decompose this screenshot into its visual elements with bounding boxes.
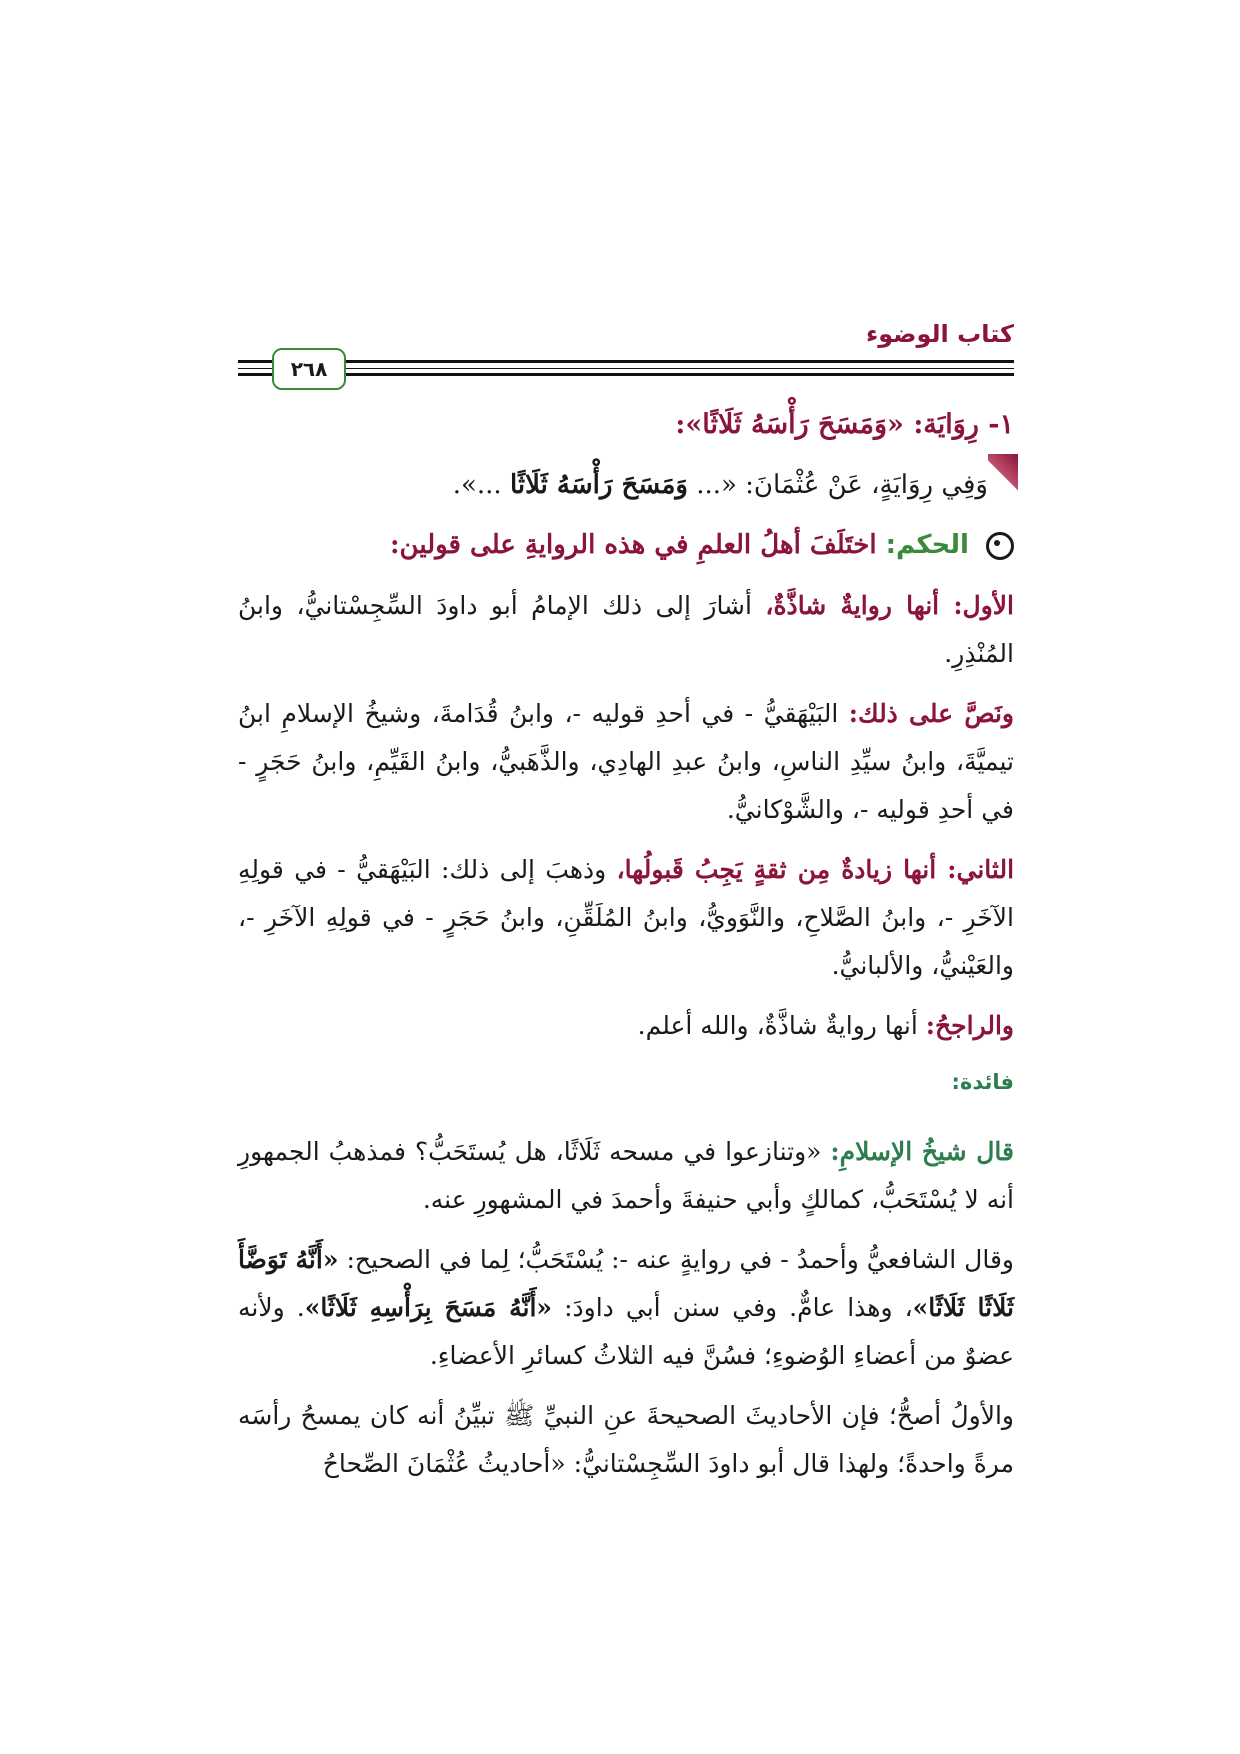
- book-title: كتاب الوضوء: [865, 320, 1014, 348]
- paragraph-awwal: والأولُ أصحُّ؛ فإن الأحاديثَ الصحيحةَ عنِ النبيِّ ﷺ تبيِّنُ أنه كان يمسحُ رأسَه مرةً واحدةً؛ ولهذا قال أبو داودَ السِّجِسْتانيُّ: «أحاديثُ عُثْمَانَ الصِّحاحُ: [238, 1401, 1014, 1478]
- page-number-frame: [272, 348, 346, 390]
- faida-label: فائدة:: [951, 1070, 1014, 1094]
- header-rule: [238, 360, 1014, 363]
- page-header: [238, 318, 1014, 390]
- page-number: ٢٦٨: [290, 357, 328, 381]
- paragraph-shafii: وقال الشافعيُّ وأحمدُ - في روايةٍ عنه -: يُسْتَحَبُّ؛ لِما في الصحيح: «أَنَّهُ تَوَضَّأَ ثَلَاثًا ثَلَاثًا»، وهذا عامٌّ. وفي سنن أبي داودَ: «أَنَّهُ مَسَحَ بِرَأْسِهِ ثَلَاثًا». ولأنه عضوٌ من أعضاءِ الوُضوءِ؛ فسُنَّ فيه الثلاثُ كسائرِ الأعضاءِ.: [238, 1245, 1014, 1370]
- flower-ornament-icon: [986, 532, 1014, 560]
- paragraph-nass: ونَصَّ على ذلك: البَيْهَقيُّ - في أحدِ قوليه -، وابنُ قُدَامةَ، وشيخُ الإسلامِ ابنُ تيميَّةَ، وابنُ سيِّدِ الناسِ، وابنُ عبدِ الهادِي، والذَّهَبيُّ، وابنُ القَيِّمِ، وابنُ حَجَرٍ - في أحدِ قوليه -، والشَّوْكانيُّ.: [238, 699, 1014, 824]
- hadith-bold-phrase: وَمَسَحَ رَأْسَهُ ثَلَاثًا: [509, 470, 688, 500]
- page-content: [238, 400, 1014, 1500]
- header-rule: [238, 373, 1014, 376]
- corner-ornament-icon: [988, 454, 1018, 504]
- paragraph-first-opinion: الأول: أنها روايةٌ شاذَّةٌ، أشارَ إلى ذلك الإمامُ أبو داودَ السِّجِسْتانيُّ، وابنُ المُنْذِرِ.: [238, 591, 1014, 668]
- paragraph-shaykh: قال شيخُ الإسلامِ: «وتنازعوا في مسحه ثَلَاثًا، هل يُستَحَبُّ؟ فمذهبُ الجمهورِ أنه لا يُسْتَحَبُّ، كمالكٍ وأبي حنيفةَ وأحمدَ في المشهورِ عنه.: [238, 1137, 1014, 1214]
- header-rule: [238, 368, 1014, 369]
- hadith-text: وَفِي رِوَايَةٍ، عَنْ عُثْمَانَ: «... وَمَسَحَ رَأْسَهُ ثَلَاثًا ...».: [238, 460, 1014, 510]
- section-heading: ١- رِوَايَة: «وَمَسَحَ رَأْسَهُ ثَلَاثًا»:: [675, 409, 1014, 440]
- ruling-label: الحكم:: [885, 530, 969, 560]
- ruling-line: [238, 520, 1014, 570]
- paragraph-second-opinion: الثاني: أنها زيادةٌ مِن ثقةٍ يَجِبُ قَبولُها، وذهبَ إلى ذلك: البَيْهَقيُّ - في قولِهِ الآخَرِ -، وابنُ الصَّلاحِ، والنَّوَويُّ، وابنُ المُلَقِّنِ، وابنُ حَجَرٍ - في قولِهِ الآخَرِ -، والعَيْنيُّ، والألبانيُّ.: [238, 855, 1015, 980]
- paragraph-rajih: والراجحُ: أنها روايةٌ شاذَّةٌ، والله أعلم.: [637, 1011, 1014, 1040]
- ruling-text: اختَلَفَ أهلُ العلمِ في هذه الروايةِ على قولين:: [389, 530, 877, 560]
